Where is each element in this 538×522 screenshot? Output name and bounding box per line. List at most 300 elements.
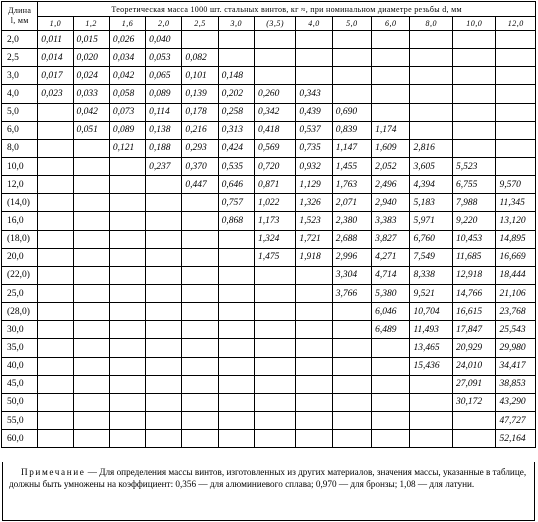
header-row-diameters: [2, 17, 536, 31]
mass-cell: 0,418: [254, 121, 295, 139]
length-cell: 6,0: [2, 121, 38, 139]
mass-cell: 0,537: [296, 121, 332, 139]
mass-cell: 0,011: [38, 31, 73, 49]
mass-cell: [73, 375, 109, 393]
mass-cell: 0,101: [182, 67, 218, 85]
mass-cell: [182, 248, 218, 266]
mass-cell: 6,489: [372, 321, 410, 339]
mass-cell: 20,929: [452, 339, 496, 357]
mass-cell: [332, 375, 371, 393]
length-cell: 2,0: [2, 31, 38, 49]
mass-cell: [146, 321, 182, 339]
mass-cell: [496, 121, 536, 139]
mass-cell: [146, 194, 182, 212]
mass-cell: [38, 411, 73, 429]
mass-cell: [452, 67, 496, 85]
mass-cell: [38, 430, 73, 448]
mass-cell: 0,313: [218, 121, 254, 139]
length-cell: (28,0): [2, 303, 38, 321]
mass-cell: [496, 31, 536, 49]
table-row: [2, 266, 536, 284]
mass-cell: 0,020: [73, 49, 109, 67]
mass-cell: 47,727: [496, 411, 536, 429]
mass-cell: [109, 284, 145, 302]
mass-cell: 1,147: [332, 139, 371, 157]
mass-cell: [452, 411, 496, 429]
mass-cell: [452, 139, 496, 157]
mass-cell: 1,022: [254, 194, 295, 212]
mass-cell: 1,174: [372, 121, 410, 139]
mass-cell: [254, 393, 295, 411]
table-row: [2, 176, 536, 194]
mass-cell: 6,755: [452, 176, 496, 194]
mass-cell: 0,439: [296, 103, 332, 121]
mass-cell: 21,106: [496, 284, 536, 302]
mass-cell: [372, 430, 410, 448]
mass-cell: [109, 303, 145, 321]
mass-cell: 0,148: [218, 67, 254, 85]
diameter-header: 5,0: [332, 17, 371, 31]
mass-cell: 0,114: [146, 103, 182, 121]
mass-cell: 0,871: [254, 176, 295, 194]
mass-cell: 1,326: [296, 194, 332, 212]
table-row: [2, 375, 536, 393]
length-header-line-1: Длина: [8, 6, 32, 15]
mass-cell: [38, 157, 73, 175]
length-cell: 20,0: [2, 248, 38, 266]
mass-cell: 3,766: [332, 284, 371, 302]
diameter-header: (3,5): [254, 17, 295, 31]
length-cell: 45,0: [2, 375, 38, 393]
mass-cell: [410, 103, 453, 121]
mass-cell: [38, 230, 73, 248]
mass-cell: [73, 284, 109, 302]
mass-cell: 0,260: [254, 85, 295, 103]
length-cell: 55,0: [2, 411, 38, 429]
mass-cell: [218, 411, 254, 429]
mass-cell: [182, 230, 218, 248]
length-cell: 35,0: [2, 339, 38, 357]
mass-cell: [182, 430, 218, 448]
mass-cell: 0,216: [182, 121, 218, 139]
mass-cell: [296, 411, 332, 429]
length-cell: 3,0: [2, 67, 38, 85]
length-header-line-2: l, мм: [10, 16, 29, 25]
mass-cell: [332, 67, 371, 85]
diameter-header: 2,0: [146, 17, 182, 31]
mass-cell: 24,010: [452, 357, 496, 375]
mass-cell: [73, 176, 109, 194]
mass-cell: [218, 430, 254, 448]
table-row: [2, 393, 536, 411]
mass-cell: 18,444: [496, 266, 536, 284]
mass-cell: [218, 393, 254, 411]
mass-cell: 5,523: [452, 157, 496, 175]
mass-cell: [254, 321, 295, 339]
mass-cell: [218, 357, 254, 375]
mass-cell: [496, 85, 536, 103]
diameter-header: 6,0: [372, 17, 410, 31]
mass-cell: 0,023: [38, 85, 73, 103]
mass-cell: [254, 357, 295, 375]
mass-cell: 0,089: [109, 121, 145, 139]
mass-cell: [38, 375, 73, 393]
table-row: [2, 230, 536, 248]
mass-cell: [109, 393, 145, 411]
mass-cell: [496, 103, 536, 121]
mass-cell: [73, 248, 109, 266]
mass-cell: 9,521: [410, 284, 453, 302]
diameter-header: 2,5: [182, 17, 218, 31]
mass-cell: 3,304: [332, 266, 371, 284]
mass-cell: 0,138: [146, 121, 182, 139]
mass-cell: 5,183: [410, 194, 453, 212]
mass-cell: [372, 49, 410, 67]
mass-cell: [146, 248, 182, 266]
mass-cell: [254, 67, 295, 85]
mass-cell: [410, 430, 453, 448]
mass-cell: [182, 411, 218, 429]
mass-cell: 8,338: [410, 266, 453, 284]
mass-cell: 5,971: [410, 212, 453, 230]
mass-cell: 0,293: [182, 139, 218, 157]
mass-cell: [109, 157, 145, 175]
mass-cell: 0,015: [73, 31, 109, 49]
mass-cell: [146, 357, 182, 375]
mass-cell: [452, 49, 496, 67]
table-row: [2, 212, 536, 230]
length-cell: 4,0: [2, 85, 38, 103]
length-cell: 30,0: [2, 321, 38, 339]
mass-cell: 0,014: [38, 49, 73, 67]
mass-cell: [38, 194, 73, 212]
mass-cell: [73, 157, 109, 175]
mass-cell: [218, 339, 254, 357]
mass-cell: [73, 303, 109, 321]
mass-cell: 0,370: [182, 157, 218, 175]
mass-cell: 10,453: [452, 230, 496, 248]
mass-cell: [452, 121, 496, 139]
mass-cell: [332, 430, 371, 448]
mass-cell: [38, 103, 73, 121]
mass-cell: 16,669: [496, 248, 536, 266]
mass-cell: [182, 393, 218, 411]
table-row: [2, 248, 536, 266]
mass-cell: [218, 31, 254, 49]
table-row: [2, 121, 536, 139]
mass-cell: [109, 230, 145, 248]
mass-cell: [332, 357, 371, 375]
mass-cell: 27,091: [452, 375, 496, 393]
mass-cell: 1,918: [296, 248, 332, 266]
mass-cell: 0,646: [218, 176, 254, 194]
mass-cell: 0,053: [146, 49, 182, 67]
mass-cell: [218, 321, 254, 339]
mass-cell: [332, 411, 371, 429]
mass-cell: [73, 321, 109, 339]
diameter-header: 3,0: [218, 17, 254, 31]
mass-cell: [38, 266, 73, 284]
mass-cell: [38, 357, 73, 375]
mass-cell: 14,895: [496, 230, 536, 248]
table-row: [2, 67, 536, 85]
mass-cell: 0,178: [182, 103, 218, 121]
mass-cell: [452, 103, 496, 121]
mass-cell: [73, 139, 109, 157]
mass-cell: [146, 339, 182, 357]
mass-cell: [296, 430, 332, 448]
mass-cell: [496, 139, 536, 157]
mass-cell: 5,380: [372, 284, 410, 302]
mass-cell: [410, 49, 453, 67]
mass-cell: [254, 339, 295, 357]
mass-cell: [38, 212, 73, 230]
mass-cell: [332, 31, 371, 49]
mass-cell: 2,816: [410, 139, 453, 157]
mass-cell: 0,690: [332, 103, 371, 121]
mass-cell: [109, 339, 145, 357]
mass-cell: 1,173: [254, 212, 295, 230]
mass-cell: [182, 321, 218, 339]
mass-cell: [38, 339, 73, 357]
table-row: [2, 321, 536, 339]
mass-cell: [73, 212, 109, 230]
mass-cell: 43,290: [496, 393, 536, 411]
mass-cell: [496, 49, 536, 67]
mass-cell: [410, 393, 453, 411]
table-row: [2, 49, 536, 67]
mass-cell: 0,188: [146, 139, 182, 157]
mass-cell: 9,220: [452, 212, 496, 230]
mass-cell: 0,342: [254, 103, 295, 121]
mass-cell: [410, 375, 453, 393]
mass-cell: 0,932: [296, 157, 332, 175]
mass-cell: [372, 411, 410, 429]
mass-cell: [332, 49, 371, 67]
mass-cell: [38, 121, 73, 139]
mass-cell: [296, 303, 332, 321]
mass-cell: 2,940: [372, 194, 410, 212]
mass-cell: 0,065: [146, 67, 182, 85]
length-cell: 8,0: [2, 139, 38, 157]
table-row: [2, 85, 536, 103]
length-cell: 12,0: [2, 176, 38, 194]
mass-cell: 34,417: [496, 357, 536, 375]
mass-cell: 4,394: [410, 176, 453, 194]
mass-cell: 3,605: [410, 157, 453, 175]
mass-cell: [73, 266, 109, 284]
mass-cell: [296, 357, 332, 375]
mass-cell: [73, 430, 109, 448]
screw-mass-table: [1, 1, 536, 448]
table-row: [2, 411, 536, 429]
mass-cell: 0,535: [218, 157, 254, 175]
mass-cell: [182, 339, 218, 357]
mass-cell: 38,853: [496, 375, 536, 393]
diameter-header: 12,0: [496, 17, 536, 31]
mass-cell: 0,237: [146, 157, 182, 175]
length-cell: 25,0: [2, 284, 38, 302]
mass-cell: 13,465: [410, 339, 453, 357]
mass-cell: [296, 284, 332, 302]
header-row-caption: [2, 2, 536, 17]
mass-cell: [182, 375, 218, 393]
mass-cell: [109, 266, 145, 284]
mass-cell: [254, 375, 295, 393]
mass-cell: [254, 411, 295, 429]
note-label: Примечание: [21, 467, 86, 477]
mass-cell: [109, 248, 145, 266]
mass-cell: [73, 230, 109, 248]
diameter-header: 1,2: [73, 17, 109, 31]
length-cell: 16,0: [2, 212, 38, 230]
mass-cell: [296, 321, 332, 339]
mass-cell: [372, 31, 410, 49]
length-cell: (18,0): [2, 230, 38, 248]
mass-cell: [109, 357, 145, 375]
mass-cell: [146, 212, 182, 230]
mass-cell: 0,024: [73, 67, 109, 85]
mass-cell: 2,380: [332, 212, 371, 230]
mass-cell: 30,172: [452, 393, 496, 411]
mass-cell: [332, 339, 371, 357]
mass-cell: [410, 67, 453, 85]
mass-cell: [496, 157, 536, 175]
table-row: [2, 194, 536, 212]
mass-cell: 1,609: [372, 139, 410, 157]
mass-cell: 10,704: [410, 303, 453, 321]
mass-cell: 0,258: [218, 103, 254, 121]
mass-cell: [182, 303, 218, 321]
mass-cell: [38, 321, 73, 339]
mass-cell: [296, 339, 332, 357]
mass-cell: 0,089: [146, 85, 182, 103]
mass-cell: 1,523: [296, 212, 332, 230]
table-row: [2, 157, 536, 175]
mass-cell: [452, 85, 496, 103]
table-row: [2, 430, 536, 448]
mass-cell: 3,383: [372, 212, 410, 230]
table-body: [2, 31, 536, 448]
mass-cell: [332, 303, 371, 321]
mass-cell: 0,042: [73, 103, 109, 121]
mass-cell: [73, 339, 109, 357]
mass-cell: [410, 85, 453, 103]
mass-cell: [146, 393, 182, 411]
mass-cell: [182, 194, 218, 212]
diameter-header: 10,0: [452, 17, 496, 31]
mass-cell: 1,324: [254, 230, 295, 248]
mass-cell: 29,980: [496, 339, 536, 357]
diameter-header: 8,0: [410, 17, 453, 31]
mass-cell: 0,839: [332, 121, 371, 139]
length-cell: 40,0: [2, 357, 38, 375]
mass-cell: [38, 139, 73, 157]
table-row: [2, 139, 536, 157]
mass-cell: 13,120: [496, 212, 536, 230]
mass-cell: [73, 357, 109, 375]
mass-cell: [332, 321, 371, 339]
mass-cell: [182, 212, 218, 230]
mass-cell: [182, 357, 218, 375]
mass-cell: [146, 430, 182, 448]
table-caption: Теоретическая масса 1000 шт. стальных винтов, кг ≈, при номинальном диаметре резьбы d, мм: [38, 2, 536, 17]
mass-cell: 0,121: [109, 139, 145, 157]
mass-cell: 0,202: [218, 85, 254, 103]
mass-cell: [38, 176, 73, 194]
mass-cell: 2,071: [332, 194, 371, 212]
mass-cell: [109, 375, 145, 393]
table-row: [2, 284, 536, 302]
mass-cell: 0,424: [218, 139, 254, 157]
mass-cell: [296, 67, 332, 85]
mass-cell: [146, 375, 182, 393]
mass-cell: 1,475: [254, 248, 295, 266]
mass-cell: 1,721: [296, 230, 332, 248]
mass-cell: [410, 31, 453, 49]
mass-cell: 0,343: [296, 85, 332, 103]
mass-cell: 3,827: [372, 230, 410, 248]
mass-cell: 0,868: [218, 212, 254, 230]
mass-cell: 6,760: [410, 230, 453, 248]
table-row: [2, 303, 536, 321]
mass-cell: 2,052: [372, 157, 410, 175]
mass-cell: [254, 31, 295, 49]
mass-cell: [452, 430, 496, 448]
diameter-header: 1,0: [38, 17, 73, 31]
mass-cell: [38, 284, 73, 302]
mass-cell: 4,271: [372, 248, 410, 266]
mass-cell: 25,543: [496, 321, 536, 339]
mass-cell: [38, 248, 73, 266]
mass-cell: [254, 266, 295, 284]
mass-cell: 0,058: [109, 85, 145, 103]
mass-cell: 11,685: [452, 248, 496, 266]
mass-cell: [372, 357, 410, 375]
mass-cell: [332, 85, 371, 103]
mass-cell: [146, 303, 182, 321]
mass-cell: 0,034: [109, 49, 145, 67]
mass-cell: [146, 284, 182, 302]
mass-cell: [254, 284, 295, 302]
mass-cell: [109, 430, 145, 448]
mass-cell: 1,129: [296, 176, 332, 194]
length-cell: (14,0): [2, 194, 38, 212]
mass-cell: [182, 284, 218, 302]
mass-cell: 9,570: [496, 176, 536, 194]
mass-cell: [254, 430, 295, 448]
mass-cell: 11,345: [496, 194, 536, 212]
mass-cell: 0,720: [254, 157, 295, 175]
mass-cell: [146, 411, 182, 429]
mass-cell: 16,615: [452, 303, 496, 321]
mass-cell: [296, 393, 332, 411]
mass-cell: 0,026: [109, 31, 145, 49]
mass-cell: [73, 411, 109, 429]
mass-cell: [254, 303, 295, 321]
mass-cell: 0,040: [146, 31, 182, 49]
mass-cell: 11,493: [410, 321, 453, 339]
length-cell: 10,0: [2, 157, 38, 175]
mass-cell: [296, 375, 332, 393]
mass-cell: 0,051: [73, 121, 109, 139]
mass-cell: 17,847: [452, 321, 496, 339]
mass-cell: [109, 321, 145, 339]
table-note: [2, 462, 535, 521]
mass-cell: 0,033: [73, 85, 109, 103]
mass-cell: [218, 248, 254, 266]
mass-cell: 0,735: [296, 139, 332, 157]
